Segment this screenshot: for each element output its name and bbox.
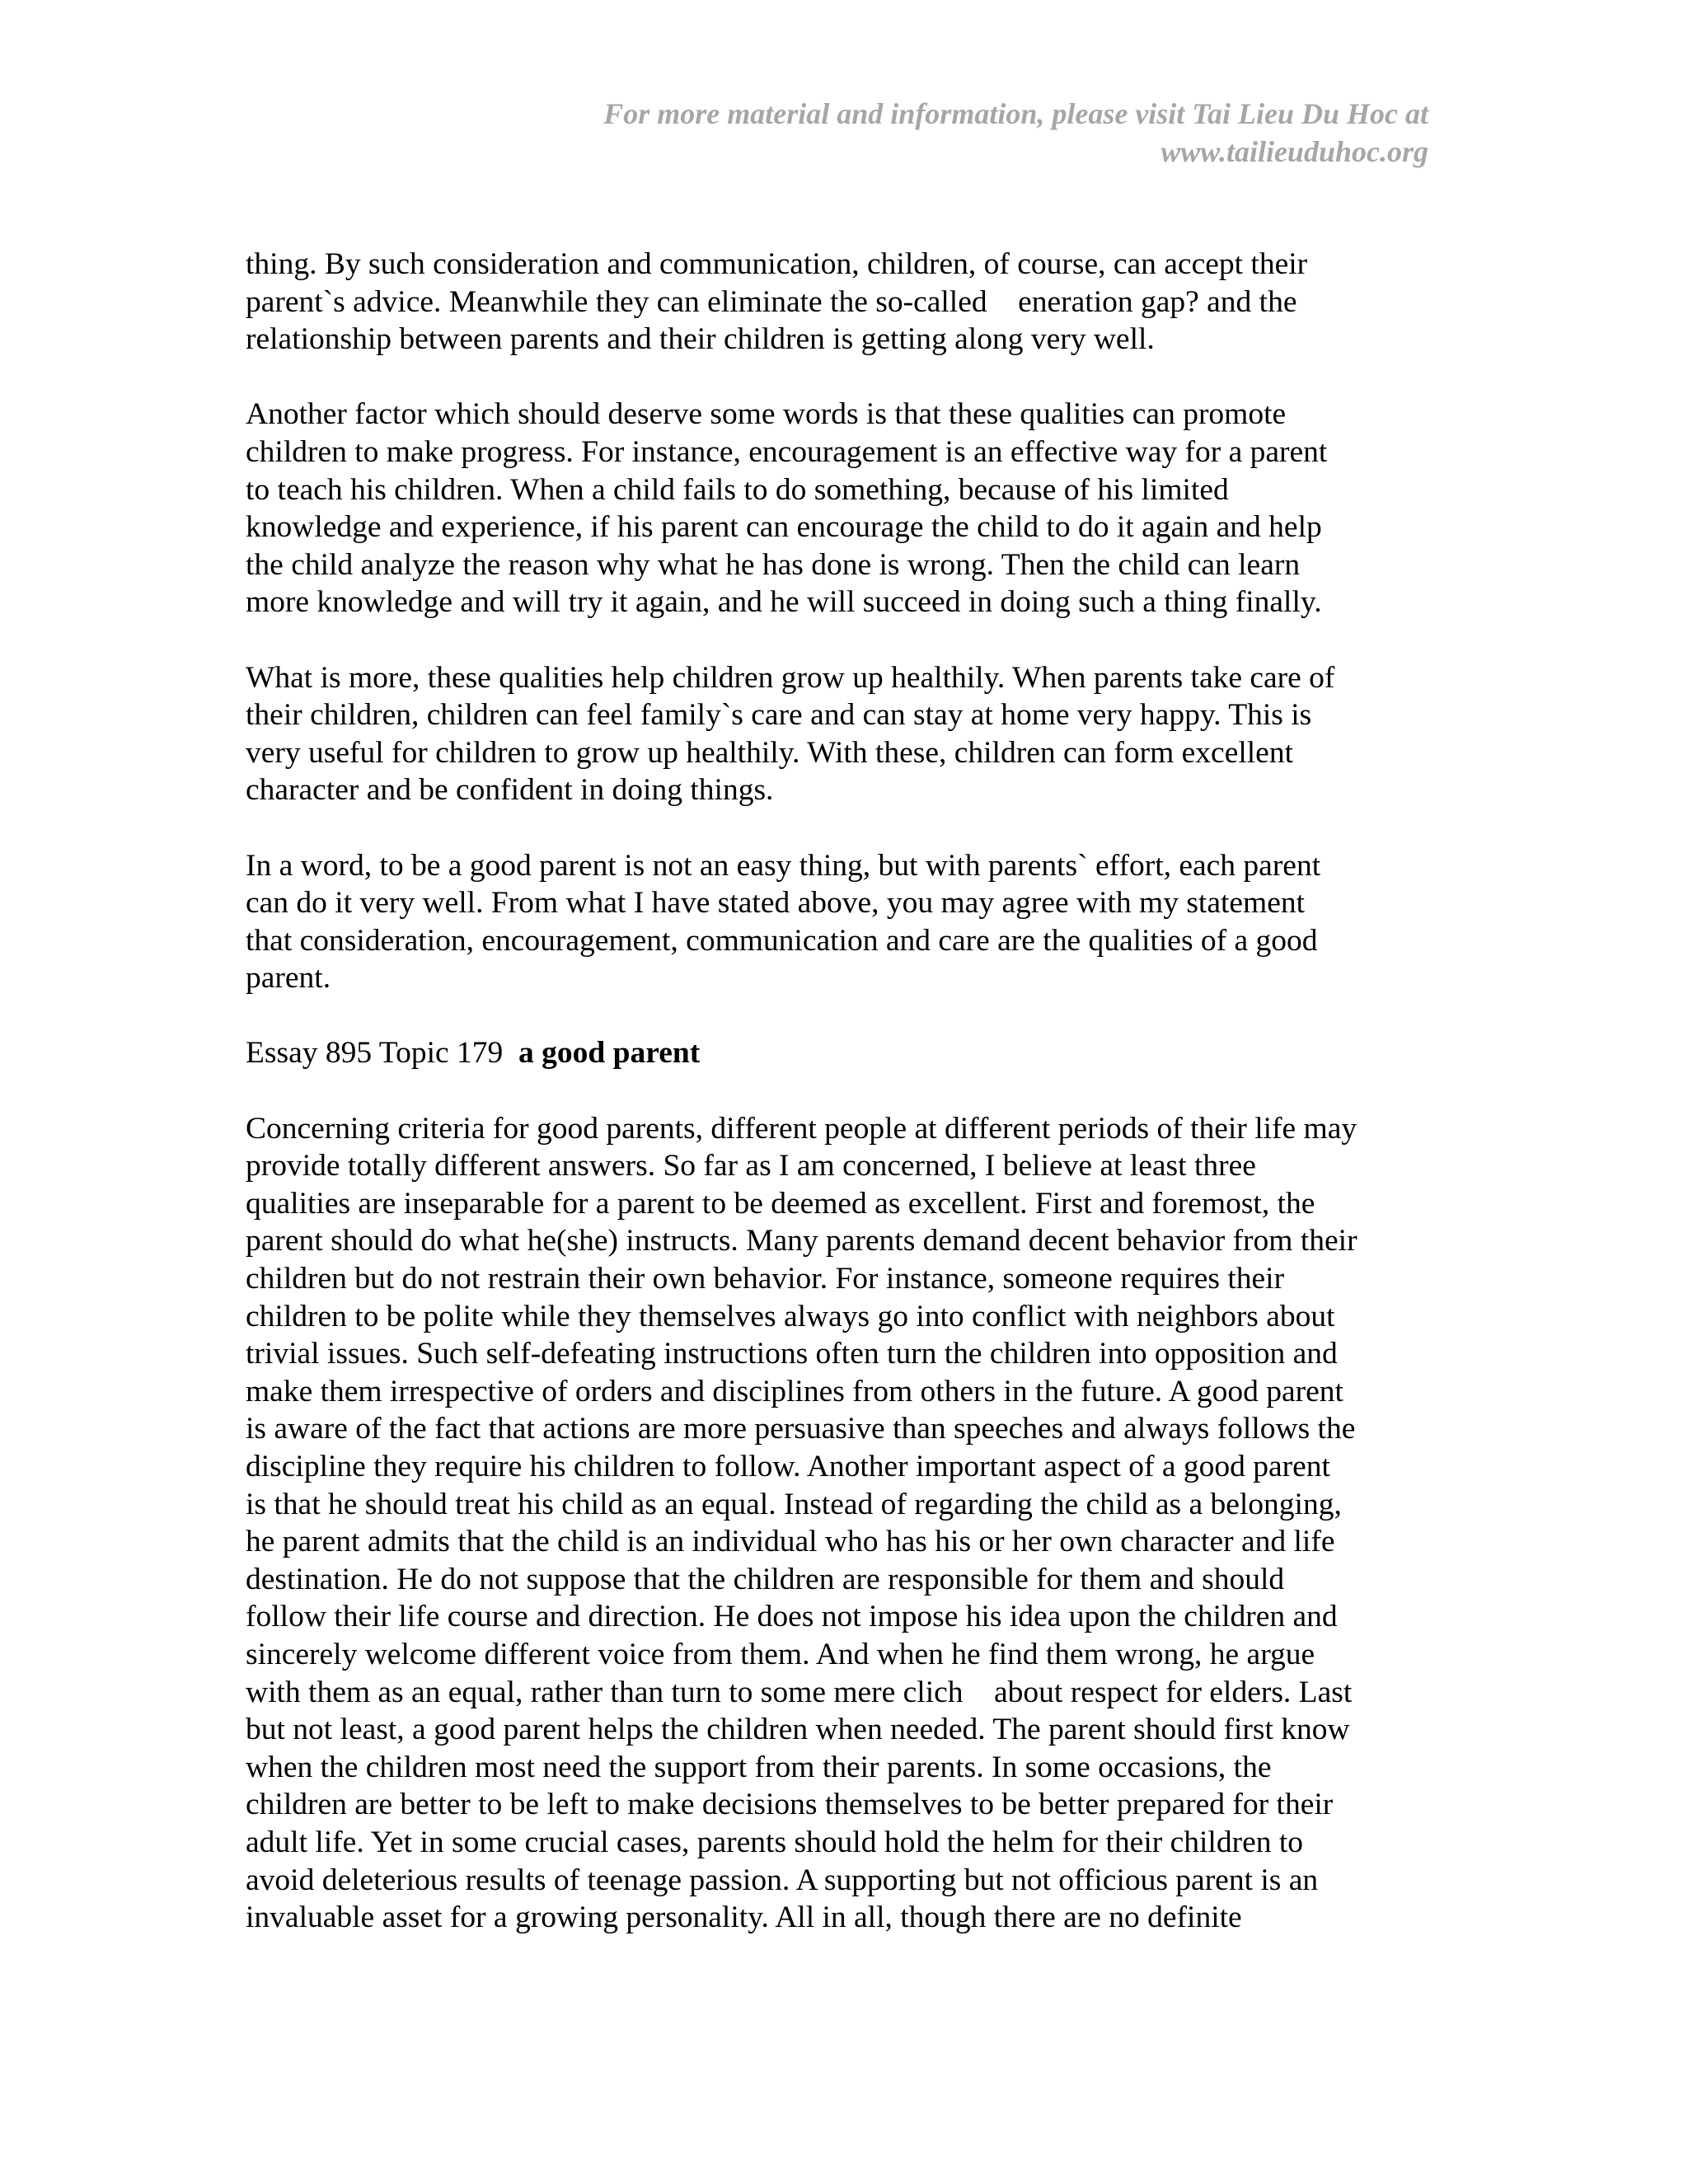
paragraph-line: that consideration, encouragement, communication and care are the qualities of a good (246, 923, 1318, 958)
essay-heading (246, 1034, 1432, 1072)
paragraph-line: make them irrespective of orders and disciplines from others in the future. A good parent (246, 1374, 1343, 1408)
paragraph-line: can do it very well. From what I have stated above, you may agree with my statement (246, 886, 1306, 921)
paragraph-line: provide totally different answers. So far as I am concerned, I believe at least three (246, 1149, 1256, 1183)
paragraph-line: invaluable asset for a growing personality. All in all, though there are no definite (246, 1900, 1242, 1935)
paragraph-line: when the children most need the support from their parents. In some occasions, the (246, 1750, 1272, 1784)
header-website-link[interactable]: www.tailieuduhoc.org (1160, 135, 1428, 168)
paragraph-line: their children, children can feel family`s care and can stay at home very happy. This is (246, 698, 1312, 733)
paragraph-line: Concerning criteria for good parents, different people at different periods of their life may (246, 1111, 1357, 1146)
paragraph-line: avoid deleterious results of teenage passion. A supporting but not officious parent is an (246, 1863, 1319, 1897)
paragraph-line: is aware of the fact that actions are more persuasive than speeches and always follows the (246, 1412, 1356, 1446)
paragraph-2 (246, 396, 1432, 621)
paragraph-line: children to make progress. For instance, encouragement is an effective way for a parent (246, 434, 1328, 469)
paragraph-line: In a word, to be a good parent is not an easy thing, but with parents` effort, each parent (246, 848, 1321, 883)
document-body (246, 246, 1432, 1974)
paragraph-line: destination. He do not suppose that the children are responsible for them and should (246, 1562, 1285, 1596)
paragraph-line: discipline they require his children to follow. Another important aspect of a good parent (246, 1450, 1330, 1483)
paragraph-line: more knowledge and will try it again, and he will succeed in doing such a thing finally. (246, 585, 1322, 620)
paragraph-line: with them as an equal, rather than turn to some mere clich about respect for elders. Last (246, 1675, 1353, 1709)
paragraph-essay-body (246, 1110, 1432, 1937)
paragraph-1 (246, 246, 1432, 359)
paragraph-line: knowledge and experience, if his parent can encourage the child to do it again and help (246, 510, 1322, 545)
paragraph-line: sincerely welcome different voice from them. And when he find them wrong, he argue (246, 1637, 1315, 1671)
paragraph-line: he parent admits that the child is an individual who has his or her own character and life (246, 1525, 1335, 1559)
paragraph-line: character and be confident in doing things. (246, 773, 774, 808)
paragraph-line: but not least, a good parent helps the children when needed. The parent should first know (246, 1713, 1350, 1747)
paragraph-line: adult life. Yet in some crucial cases, parents should hold the helm for their children to (246, 1825, 1304, 1859)
paragraph-line: children are better to be left to make decisions themselves to be better prepared for their (246, 1788, 1334, 1822)
paragraph-line: to teach his children. When a child fails to do something, because of his limited (246, 472, 1229, 507)
paragraph-line: parent. (246, 961, 331, 996)
paragraph-line: What is more, these qualities help children grow up healthily. When parents take care of (246, 660, 1335, 695)
essay-title: a good parent (518, 1036, 701, 1071)
paragraph-line: follow their life course and direction. He does not impose his idea upon the children and (246, 1600, 1338, 1634)
paragraph-line: thing. By such consideration and communication, children, of course, can accept their (246, 247, 1308, 281)
paragraph-line: parent`s advice. Meanwhile they can eliminate the so-called eneration gap? and the (246, 284, 1297, 319)
paragraph-line: trivial issues. Such self-defeating instructions often turn the children into opposition and (246, 1337, 1338, 1371)
paragraph-line: parent should do what he(she) instructs. Many parents demand decent behavior from their (246, 1224, 1357, 1258)
paragraph-4 (246, 847, 1432, 997)
paragraph-3 (246, 659, 1432, 809)
paragraph-line: qualities are inseparable for a parent to be deemed as excellent. First and foremost, the (246, 1186, 1315, 1221)
paragraph-line: children but do not restrain their own behavior. For instance, someone requires their (246, 1262, 1285, 1296)
paragraph-line: is that he should treat his child as an equal. Instead of regarding the child as a belonging, (246, 1487, 1342, 1521)
page-header (603, 95, 1428, 171)
paragraph-line: relationship between parents and their children is getting along very well. (246, 322, 1155, 357)
paragraph-line: the child analyze the reason why what he has done is wrong. Then the child can learn (246, 547, 1301, 582)
paragraph-line: Another factor which should deserve some words is that these qualities can promote (246, 397, 1287, 432)
paragraph-line: children to be polite while they themselves always go into conflict with neighbors about (246, 1299, 1335, 1333)
essay-heading-prefix: Essay 895 Topic 179 (246, 1036, 519, 1071)
header-line-1: For more material and information, please visit Tai Lieu Du Hoc at (603, 97, 1428, 130)
paragraph-line: very useful for children to grow up healthily. With these, children can form excellent (246, 735, 1293, 770)
